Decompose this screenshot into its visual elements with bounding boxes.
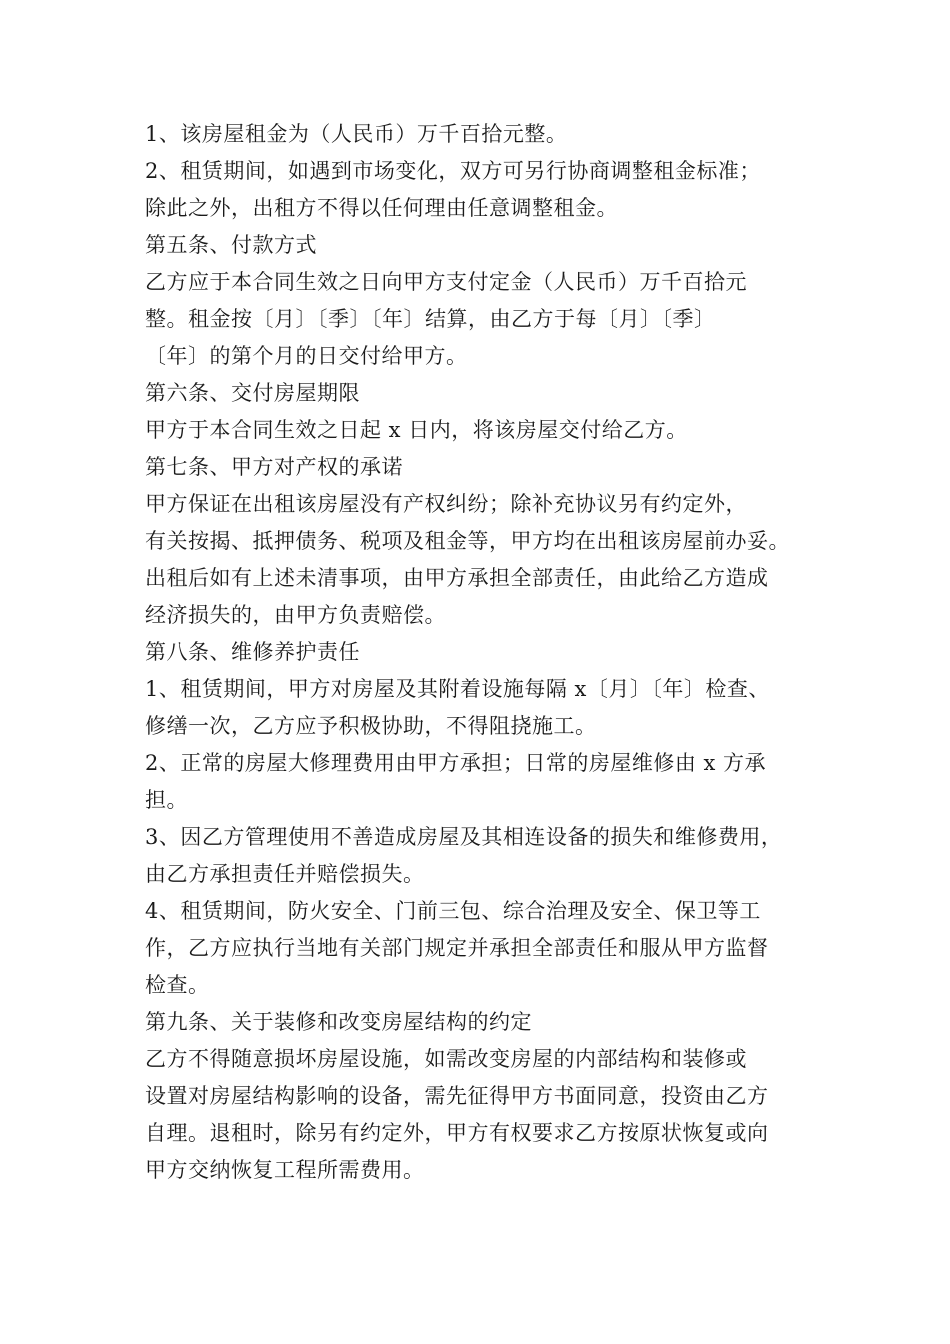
text-line: 4、租赁期间，防火安全、门前三包、综合治理及安全、保卫等工 xyxy=(145,899,761,923)
text-line: 出租后如有上述未清事项，由甲方承担全部责任，由此给乙方造成 xyxy=(145,566,769,590)
text-line: 〔年〕的第个月的日交付给甲方。 xyxy=(145,344,468,368)
section-heading: 第八条、维修养护责任 xyxy=(145,640,360,664)
text-line: 甲方交纳恢复工程所需费用。 xyxy=(145,1158,425,1182)
text-line: 担。 xyxy=(145,788,188,812)
section-heading: 第九条、关于装修和改变房屋结构的约定 xyxy=(145,1010,532,1034)
text-line: 2、租赁期间，如遇到市场变化，双方可另行协商调整租金标准； xyxy=(145,159,761,183)
text-line: 修缮一次，乙方应予积极协助，不得阻挠施工。 xyxy=(145,714,597,738)
text-line: 自理。退租时，除另有约定外，甲方有权要求乙方按原状恢复或向 xyxy=(145,1121,769,1145)
text-line: 1、租赁期间，甲方对房屋及其附着设施每隔 x〔月〕〔年〕检查、 xyxy=(145,677,770,701)
text-line: 检查。 xyxy=(145,973,210,997)
text-line: 作，乙方应执行当地有关部门规定并承担全部责任和服从甲方监督 xyxy=(145,936,769,960)
text-line: 甲方于本合同生效之日起 x 日内，将该房屋交付给乙方。 xyxy=(145,418,688,442)
text-line: 乙方应于本合同生效之日向甲方支付定金（人民币）万千百拾元 xyxy=(145,270,747,294)
text-line: 甲方保证在出租该房屋没有产权纠纷；除补充协议另有约定外， xyxy=(145,492,747,516)
text-line: 1、该房屋租金为（人民币）万千百拾元整。 xyxy=(145,122,568,146)
text-line: 经济损失的，由甲方负责赔偿。 xyxy=(145,603,446,627)
text-line: 有关按揭、抵押债务、税项及租金等，甲方均在出租该房屋前办妥。 xyxy=(145,529,790,553)
section-heading: 第六条、交付房屋期限 xyxy=(145,381,360,405)
text-line: 除此之外，出租方不得以任何理由任意调整租金。 xyxy=(145,196,618,220)
section-heading: 第五条、付款方式 xyxy=(145,233,317,257)
text-line: 设置对房屋结构影响的设备，需先征得甲方书面同意，投资由乙方 xyxy=(145,1084,769,1108)
section-heading: 第七条、甲方对产权的承诺 xyxy=(145,455,403,479)
text-line: 2、正常的房屋大修理费用由甲方承担；日常的房屋维修由 x 方承 xyxy=(145,751,767,775)
text-line: 乙方不得随意损坏房屋设施，如需改变房屋的内部结构和装修或 xyxy=(145,1047,747,1071)
text-line: 整。租金按〔月〕〔季〕〔年〕结算，由乙方于每〔月〕〔季〕 xyxy=(145,307,716,331)
text-line: 3、因乙方管理使用不善造成房屋及其相连设备的损失和维修费用， xyxy=(145,825,783,849)
text-line: 由乙方承担责任并赔偿损失。 xyxy=(145,862,425,886)
